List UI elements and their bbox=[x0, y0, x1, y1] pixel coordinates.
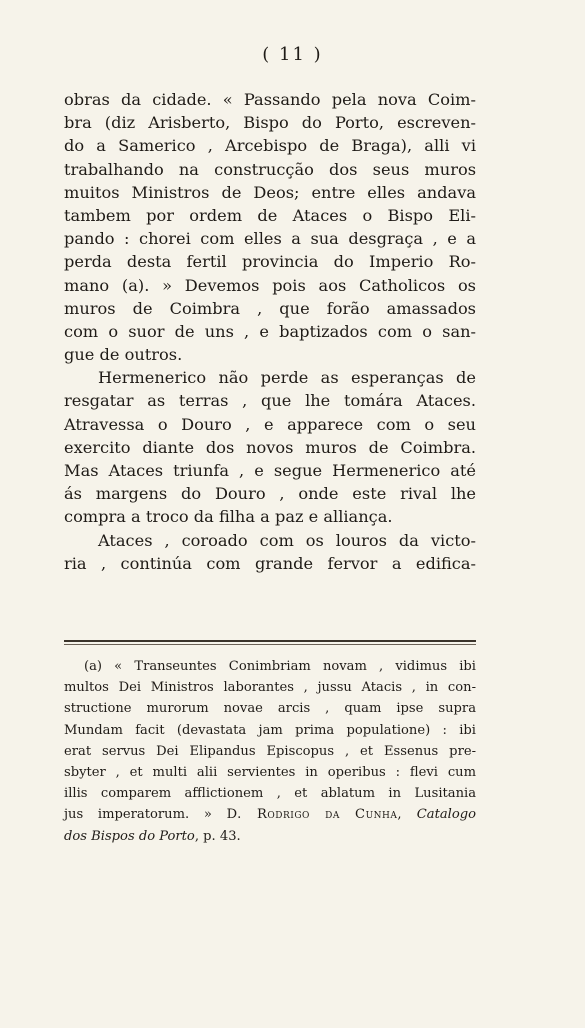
footnote-citation-line bbox=[64, 804, 476, 825]
text-line: ria , continúa com grande fervor a edifica- bbox=[64, 553, 476, 573]
text-line: resgatar as terras , que lhe tomára Ataces. bbox=[64, 391, 476, 411]
footnote-line: multos Dei Ministros laborantes , jussu Atacis , in con- bbox=[64, 680, 476, 696]
footnote-block bbox=[64, 656, 476, 847]
footnote-citation-line bbox=[64, 826, 476, 847]
footnote-line: structione murorum novae arcis , quam ipse supra bbox=[64, 701, 476, 717]
footnote-line: (a) « Transeuntes Conimbriam novam , vidimus ibi bbox=[84, 659, 476, 674]
footnote-line: sbyter , et multi alii servientes in operibus : flevi cum bbox=[64, 764, 476, 780]
text-line: obras da cidade. « Passando pela nova Coim- bbox=[64, 90, 476, 109]
citation-author: D. Rodrigo da Cunha, bbox=[226, 807, 403, 823]
text-line: compra a troco da filha a paz e alliança. bbox=[64, 507, 393, 527]
text-line: perda desta fertil provincia do Imperio Ro- bbox=[64, 252, 476, 272]
paragraph-start-line: Hermenerico não perde as esperanças de bbox=[98, 368, 476, 388]
text-line: trabalhando na construcção dos seus muros bbox=[64, 159, 476, 179]
text-line: tambem por ordem de Ataces o Bispo Eli- bbox=[64, 205, 476, 225]
text-line: com o suor de uns , e baptizados com o san- bbox=[64, 321, 476, 341]
text-line: Atravessa o Douro , e apparece com o seu bbox=[64, 414, 476, 434]
footnote-divider bbox=[64, 640, 476, 642]
text-line: do a Samerico , Arcebispo de Braga), alli vi bbox=[64, 136, 476, 156]
citation-page: , p. 43. bbox=[194, 828, 241, 844]
text-line: exercito diante dos novos muros de Coimbra. bbox=[64, 437, 476, 457]
text-line: gue de outros. bbox=[64, 345, 183, 365]
paragraph-start-line: Ataces , coroado com os louros da victo- bbox=[98, 530, 476, 550]
footnote-quote-end: jus imperatorum. » bbox=[64, 807, 212, 823]
citation-title-cont: dos Bispos do Porto bbox=[64, 828, 195, 844]
text-line: muros de Coimbra , que forão amassados bbox=[64, 298, 476, 318]
page-number: ( 11 ) bbox=[262, 44, 323, 65]
main-text-block bbox=[64, 88, 476, 575]
citation-title: Catalogo bbox=[416, 807, 477, 823]
footnote-line: illis comparem afflictionem , et ablatum in Lusitania bbox=[64, 786, 476, 802]
text-line: ás margens do Douro , onde este rival lhe bbox=[64, 484, 476, 504]
text-line: Mas Ataces triunfa , e segue Hermenerico até bbox=[64, 461, 476, 480]
text-line: pando : chorei com elles a sua desgraça , e a bbox=[64, 229, 476, 249]
footnote-divider-thin bbox=[64, 644, 476, 645]
footnote-line: erat servus Dei Elipandus Episcopus , et Essenus pre- bbox=[64, 743, 476, 759]
text-line: bra (diz Arisberto, Bispo do Porto, escreven- bbox=[64, 113, 476, 133]
footnote-line: Mundam facit (devastata jam prima populatione) : ibi bbox=[64, 722, 476, 738]
text-line: muitos Ministros de Deos; entre elles andava bbox=[64, 182, 476, 202]
text-line: mano (a). » Devemos pois aos Catholicos os bbox=[64, 275, 476, 295]
